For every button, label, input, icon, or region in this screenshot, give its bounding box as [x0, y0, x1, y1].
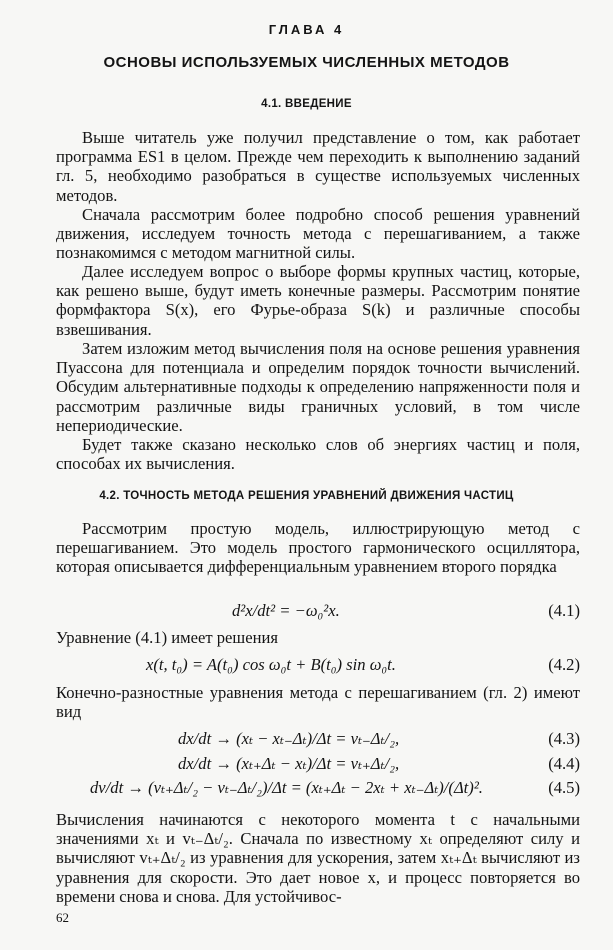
section-2-title: 4.2. ТОЧНОСТЬ МЕТОДА РЕШЕНИЯ УРАВНЕНИЙ ДВИЖЕНИЯ ЧАСТИЦ [99, 490, 514, 502]
section-2-intro: Рассмотрим простую модель, иллюстрирующую метод с перешагиванием. Это модель простого гармонического осциллятора, которая описывается дифференциальным уравнением второго порядка [56, 519, 580, 577]
equation-4-2: x(t, t₀) = A(t₀) cos ω₀t + B(t₀) sin ω₀t. [146, 655, 396, 674]
page-number: 62 [56, 910, 69, 925]
equation-4-3-number: (4.3) [548, 729, 580, 748]
paragraph-5: Будет также сказано несколько слов об энергиях частиц и поля, способах их вычисления. [56, 435, 580, 474]
section-1-title: 4.1. ВВЕДЕНИЕ [261, 98, 352, 110]
paragraph-3: Далее исследуем вопрос о выборе формы крупных частиц, которые, как решено выше, будут иметь конечные размеры. Рассмотрим понятие формфактора S(x), его Фурье-образа S(k) и различные способы взвешивания. [56, 262, 580, 339]
paragraph-4: Затем изложим метод вычисления поля на основе решения уравнения Пуассона для потенциала и определим порядок точности вычислений. Обсудим альтернативные подходы к определению напряженности поля и рассмотрим различные виды граничных условий, в том числе непериодические. [56, 339, 580, 435]
equation-4-4: dx/dt → (xₜ₊Δₜ − xₜ)/Δt = vₜ₊Δₜ/₂, [178, 754, 400, 773]
text-between-1: Уравнение (4.1) имеет решения [56, 628, 278, 647]
equation-4-3: dx/dt → (xₜ − xₜ₋Δₜ)/Δt = vₜ₋Δₜ/₂, [178, 729, 400, 748]
equation-4-5-number: (4.5) [548, 778, 580, 797]
equation-4-1: d²x/dt² = −ω₀²x. [232, 601, 340, 620]
chapter-title: ОСНОВЫ ИСПОЛЬЗУЕМЫХ ЧИСЛЕННЫХ МЕТОДОВ [103, 54, 510, 71]
paragraph-1: Выше читатель уже получил представление о том, как работает программа ES1 в целом. Прежде чем переходить к выполнению заданий гл. 5, необходимо разобраться в существе используемых численных методов. [56, 128, 580, 205]
equation-4-4-number: (4.4) [548, 754, 580, 773]
text-between-2: Конечно-разностные уравнения метода с перешагиванием (гл. 2) имеют вид [56, 683, 580, 722]
equation-4-2-number: (4.2) [548, 655, 580, 674]
equation-4-1-number: (4.1) [548, 601, 580, 620]
equation-4-5: dv/dt → (vₜ₊Δₜ/₂ − vₜ₋Δₜ/₂)/Δt = (xₜ₊Δₜ − 2xₜ + xₜ₋Δₜ)/(Δt)². [90, 778, 483, 797]
chapter-label: ГЛАВА 4 [268, 22, 345, 37]
closing-paragraph: Вычисления начинаются с некоторого момента t с начальными значениями xₜ и vₜ₋Δₜ/₂. Сначала по известному xₜ определяют силу и вычисляют vₜ₊Δₜ/₂ из уравнения для ускорения, затем xₜ₊Δₜ вычисляют из уравнения для скорости. Это дает новое x, и процесс повторяется во времени снова и снова. Для устойчивос- [56, 810, 580, 906]
paragraph-2: Сначала рассмотрим более подробно способ решения уравнений движения, исследуем точность метода с перешагиванием, а также познакомимся с методом магнитной силы. [56, 205, 580, 263]
